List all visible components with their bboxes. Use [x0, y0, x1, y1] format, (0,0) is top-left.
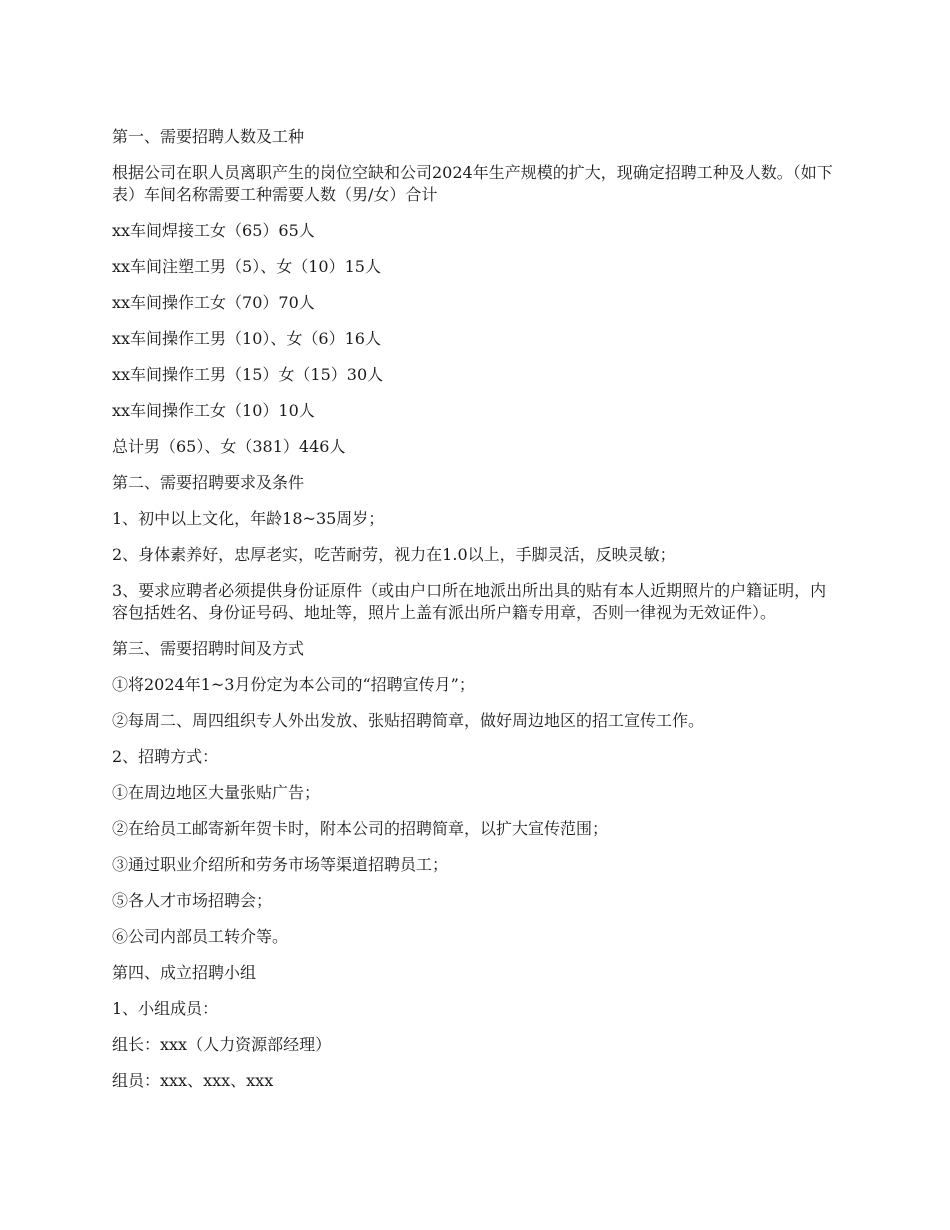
method-item: ②在给员工邮寄新年贺卡时，附本公司的招聘简章，以扩大宣传范围； — [112, 819, 609, 838]
list-item: xx车间操作工女（70）70人 — [112, 293, 315, 312]
schedule-item: ②每周二、周四组织专人外出发放、张贴招聘简章，做好周边地区的招工宣传工作。 — [112, 711, 705, 730]
requirement-item: 2、身体素养好，忠厚老实，吃苦耐劳，视力在1.0以上，手脚灵活，反映灵敏； — [112, 545, 676, 564]
method-item: ⑤各人才市场招聘会； — [112, 891, 273, 910]
list-item: xx车间操作工女（10）10人 — [112, 401, 315, 420]
section-heading-2: 第二、需要招聘要求及条件 — [112, 473, 305, 492]
method-item: ①在周边地区大量张贴广告； — [112, 783, 321, 802]
member-line: 组员：xxx、xxx、xxx — [112, 1071, 274, 1090]
section-heading-3: 第三、需要招聘时间及方式 — [112, 639, 305, 658]
schedule-item: ①将2024年1~3月份定为本公司的“招聘宣传月”； — [112, 675, 475, 694]
member-line: 组长：xxx（人力资源部经理） — [112, 1035, 332, 1054]
requirement-item: 3、要求应聘者必须提供身份证原件（或由户口所在地派出所出具的贴有本人近期照片的户籍证明，内容包括姓名、身份证号码、地址等，照片上盖有派出所户籍专用章，否则一律视为无效证件）。 — [112, 581, 827, 622]
section-heading-4: 第四、成立招聘小组 — [112, 963, 257, 982]
list-item: xx车间操作工男（10）、女（6）16人 — [112, 329, 381, 348]
document-body — [112, 126, 840, 1106]
subheading: 2、招聘方式： — [112, 747, 219, 766]
method-item: ③通过职业介绍所和劳务市场等渠道招聘员工； — [112, 855, 449, 874]
list-item: xx车间注塑工男（5）、女（10）15人 — [112, 257, 381, 276]
list-item: xx车间操作工男（15）女（15）30人 — [112, 365, 384, 384]
list-item: xx车间焊接工女（65）65人 — [112, 221, 315, 240]
section-heading-1: 第一、需要招聘人数及工种 — [112, 127, 305, 146]
requirement-item: 1、初中以上文化，年龄18~35周岁； — [112, 509, 385, 528]
method-item: ⑥公司内部员工转介等。 — [112, 927, 289, 946]
total-line: 总计男（65）、女（381）446人 — [112, 437, 346, 456]
intro-paragraph: 根据公司在职人员离职产生的岗位空缺和公司2024年生产规模的扩大，现确定招聘工种及人数。（如下表）车间名称需要工种需要人数（男/女）合计 — [112, 163, 833, 204]
subheading: 1、小组成员： — [112, 999, 219, 1018]
